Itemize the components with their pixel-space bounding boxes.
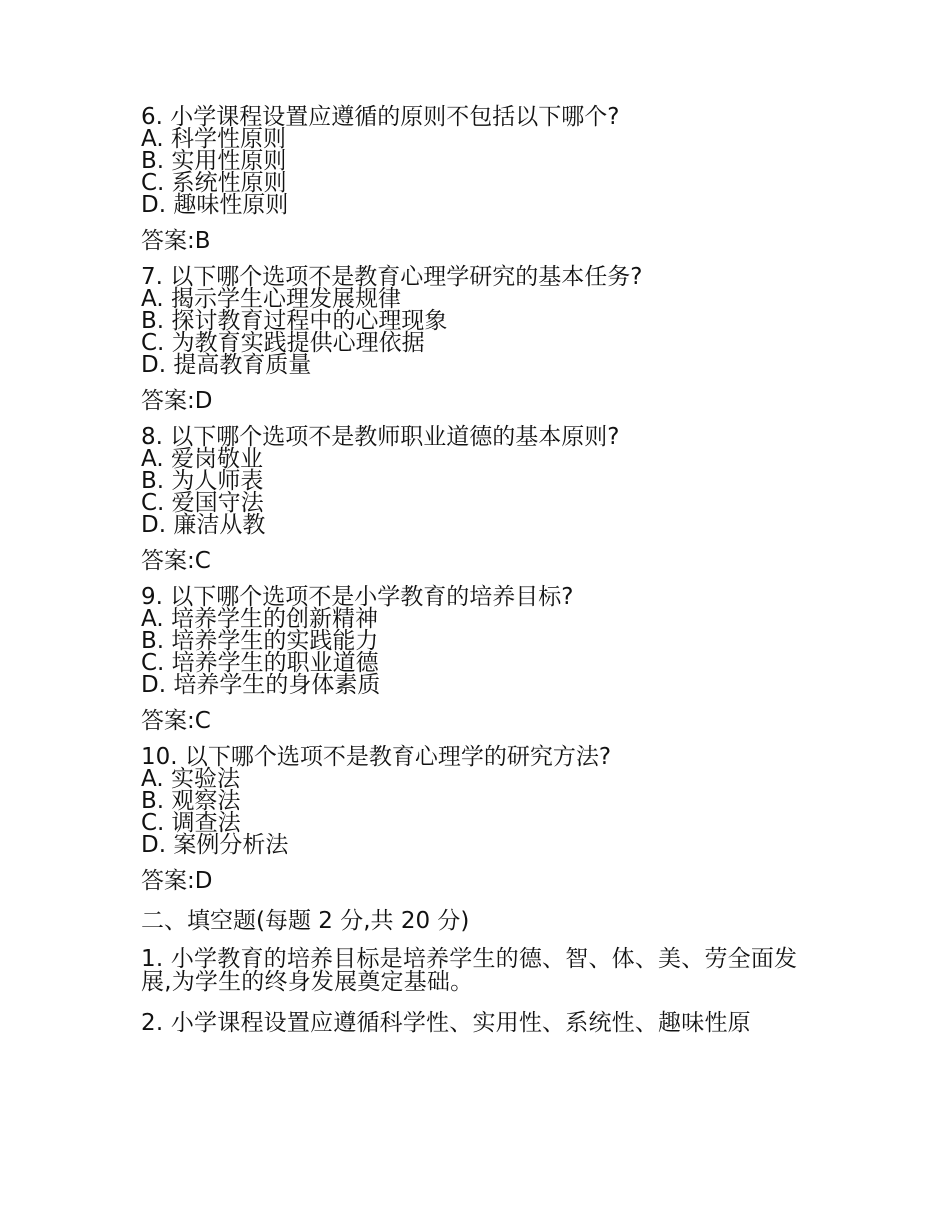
option-b: B. 为人师表 [141, 468, 264, 494]
question-title: 6. 小学课程设置应遵循的原则不包括以下哪个? [141, 104, 620, 130]
option-a: A. 培养学生的创新精神 [141, 606, 378, 632]
option-d: D. 案例分析法 [141, 832, 289, 858]
option-b: B. 实用性原则 [141, 148, 287, 174]
option-b: B. 观察法 [141, 788, 241, 814]
option-d: D. 培养学生的身体素质 [141, 672, 381, 698]
question-7 [141, 266, 821, 416]
option-c: C. 为教育实践提供心理依据 [141, 330, 425, 356]
document-page [141, 106, 821, 1053]
option-c: C. 调查法 [141, 810, 241, 836]
answer: 答案:D [141, 868, 213, 894]
option-d: D. 趣味性原则 [141, 192, 289, 218]
fill-in-item-1: 1. 小学教育的培养目标是培养学生的德、智、体、美、劳全面发展,为学生的终身发展奠定基础。 [141, 946, 798, 995]
option-b: B. 培养学生的实践能力 [141, 628, 379, 654]
option-b: B. 探讨教育过程中的心理现象 [141, 308, 448, 334]
option-a: A. 揭示学生心理发展规律 [141, 286, 401, 312]
question-10 [141, 746, 821, 896]
option-d: D. 提高教育质量 [141, 352, 312, 378]
question-title: 9. 以下哪个选项不是小学教育的培养目标? [141, 584, 574, 610]
section-title-fill-in: 二、填空题(每题 2 分,共 20 分) [141, 908, 470, 934]
option-c: C. 系统性原则 [141, 170, 287, 196]
question-title: 7. 以下哪个选项不是教育心理学研究的基本任务? [141, 264, 643, 290]
option-d: D. 廉洁从教 [141, 512, 266, 538]
fill-in-item-2: 2. 小学课程设置应遵循科学性、实用性、系统性、趣味性原 [141, 1010, 751, 1036]
question-6 [141, 106, 821, 256]
answer: 答案:C [141, 708, 211, 734]
question-title: 10. 以下哪个选项不是教育心理学的研究方法? [141, 744, 612, 770]
option-c: C. 培养学生的职业道德 [141, 650, 379, 676]
answer: 答案:D [141, 388, 213, 414]
option-a: A. 实验法 [141, 766, 240, 792]
option-a: A. 爱岗敬业 [141, 446, 263, 472]
answer: 答案:C [141, 548, 211, 574]
question-9 [141, 586, 821, 736]
question-title: 8. 以下哪个选项不是教师职业道德的基本原则? [141, 424, 620, 450]
question-8 [141, 426, 821, 576]
option-c: C. 爱国守法 [141, 490, 264, 516]
option-a: A. 科学性原则 [141, 126, 286, 152]
answer: 答案:B [141, 228, 211, 254]
